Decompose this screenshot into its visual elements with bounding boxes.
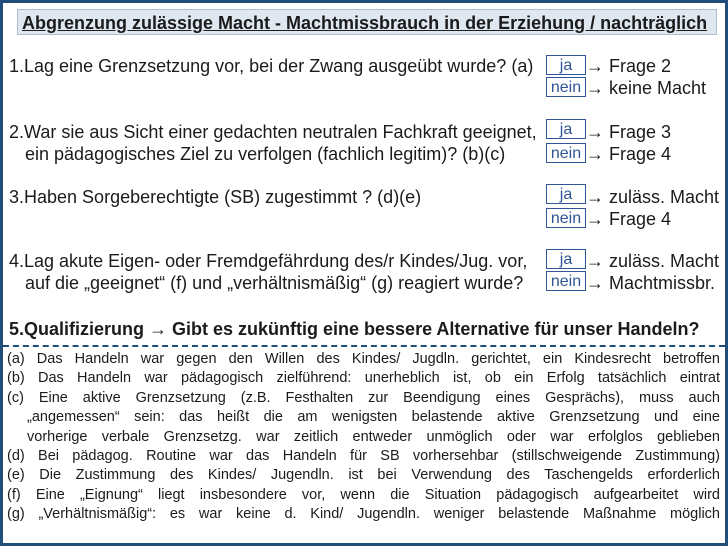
question-4 (9, 250, 527, 294)
question-4-yes-result: → zuläss. Macht (586, 251, 720, 271)
note-f: (f) Eine „Eignung“ liegt insbesondere vor, wenn die Situation pädagogisch aufgearbeitet wird (7, 486, 720, 503)
dashed-divider (3, 345, 725, 347)
question-4-line-1: 4.Lag akute Eigen- oder Fremdgefährdung des/r Kindes/Jug. vor, (9, 251, 528, 271)
note-a: (a) Das Handeln war gegen den Willen des Kindes/ Jugdln. gerichtet, ein Kindesrecht betroffen (7, 351, 720, 367)
question-1-no-result: → keine Macht (586, 78, 707, 98)
question-3-no-box: nein (546, 208, 586, 228)
question-2-line-1: 2.War sie aus Sicht einer gedachten neutralen Fachkraft geeignet, (9, 122, 537, 142)
note-e: (e) Die Zustimmung des Kindes/ Jugendln. ist bei Verwendung des Taschengelds erforderlich (7, 467, 720, 484)
question-2 (9, 121, 537, 165)
note-c-cont-2: vorherige verbale Grenzsetzg. war zeitlich entweder unmöglich oder war erfolglos geblieben (27, 428, 720, 445)
question-1-yes-result: → Frage 2 (586, 56, 672, 76)
note-b: (b) Das Handeln war pädagogisch zielführend: unerheblich ist, ob ein Erfolg tatsächlich eintrat (7, 370, 720, 387)
note-d: (d) Bei pädagog. Routine war das Handeln für SB vorhersehbar (stillschweigende Zustimmung) (7, 448, 720, 465)
note-c-cont-1: „angemessen“ sein: das heißt die am wenigsten belastende aktive Grenzsetzung und eine (27, 409, 720, 426)
question-2-line-2: ein pädagogisches Ziel zu verfolgen (fachlich legitim)? (b)(c) (25, 144, 506, 164)
note-g: (g) „Verhältnismäßig“: es war keine d. Kind/ Jugendln. weniger belastende Maßnahme möglich (7, 506, 720, 523)
question-3-yes-result: → zuläss. Macht (586, 187, 720, 207)
question-3-line-1: 3.Haben Sorgeberechtigte (SB) zugestimmt ? (d)(e) (9, 187, 422, 207)
question-2-yes-result: → Frage 3 (586, 122, 672, 142)
question-4-line-2: auf die „geeignet“ (f) und „verhältnismäßig“ (g) reagiert wurde? (25, 273, 524, 293)
question-4-no-result: → Machtmissbr. (586, 273, 716, 293)
question-3-no-result: → Frage 4 (586, 209, 672, 229)
question-3-yes-box: ja (546, 184, 586, 204)
question-5: 5.Qualifizierung → Gibt es zukünftig eine bessere Alternative für unser Handeln? (9, 319, 700, 339)
question-3 (9, 186, 421, 208)
slide-title: Abgrenzung zulässige Macht - Machtmissbrauch in der Erziehung / nachträglich (17, 9, 717, 35)
question-4-no-box: nein (546, 271, 586, 291)
footnotes (7, 350, 720, 525)
question-2-no-box: nein (546, 143, 586, 163)
question-1-line-1: 1.Lag eine Grenzsetzung vor, bei der Zwang ausgeübt wurde? (a) (9, 56, 534, 76)
note-c: (c) Eine aktive Grenzsetzung (z.B. Festhalten zur Beendigung eines Gesprächs), muss auch (7, 389, 720, 406)
question-1-no-box: nein (546, 77, 586, 97)
slide (3, 3, 725, 543)
question-2-no-result: → Frage 4 (586, 144, 672, 164)
question-2-yes-box: ja (546, 119, 586, 139)
question-1-yes-box: ja (546, 55, 586, 75)
question-4-yes-box: ja (546, 249, 586, 269)
question-1 (9, 55, 533, 77)
